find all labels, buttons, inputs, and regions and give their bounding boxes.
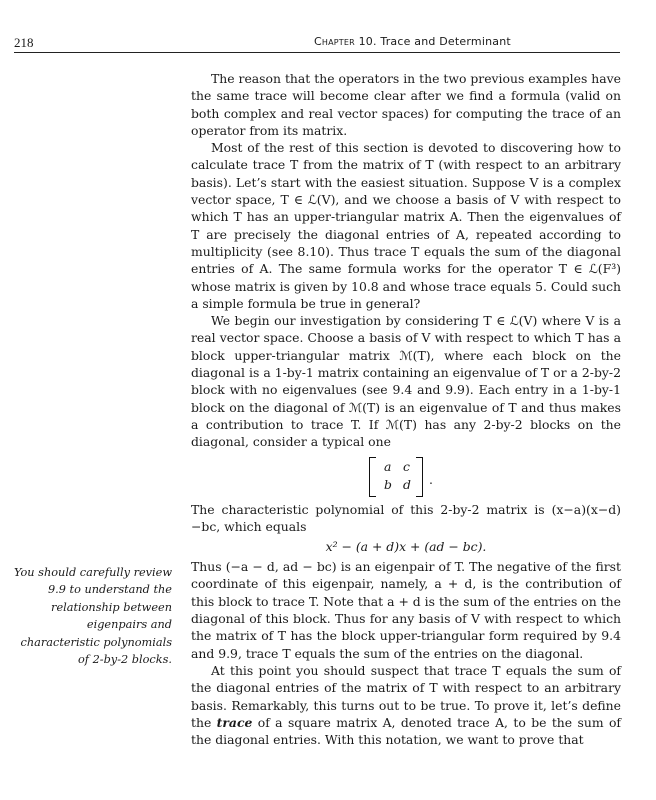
right-bracket	[416, 457, 423, 497]
matrix-entry-a: a	[384, 458, 392, 474]
running-head	[314, 35, 511, 48]
chapter-label: Chapter	[314, 35, 355, 48]
two-by-two-matrix	[369, 457, 423, 495]
defined-term-trace: trace	[216, 714, 253, 730]
matrix-period: .	[429, 471, 433, 487]
chapter-title: 10. Trace and Determinant	[354, 35, 511, 48]
characteristic-polynomial-equation: x² − (a + d)x + (ad − bc).	[325, 539, 487, 555]
paragraph-4: The characteristic polynomial of this 2-by-2 matrix is (x−a)(x−d)−bc, which equals	[191, 501, 621, 534]
matrix-display	[191, 453, 621, 501]
matrix-entry-d: d	[403, 476, 411, 492]
paragraph-3: We begin our investigation by considering T ∈ ℒ(V) where V is a real vector space. Choose a basis of V with respect to which T has a block upper-triangular matrix ℳ(T), where each block on the diagonal is a 1-by-1 matrix containing an eigenvalue of T or a 2-by-2 block with no eigenvalues (see 9.4 and 9.9). Each entry in a 1-by-1 block on the diagonal of ℳ(T) is an eigenvalue of T and thus makes a contribution to trace T. If ℳ(T) has any 2-by-2 blocks on the diagonal, consider a typical one	[191, 313, 621, 450]
paragraph-6-end: of a square matrix A, denoted trace A, to be the sum of the diagonal entries. With this notation, we want to prove that	[191, 714, 621, 748]
paragraph-1: The reason that the operators in the two previous examples have the same trace will become clear after we find a formula (valid on both complex and real vector spaces) for computing the trace of an operator from its matrix.	[191, 71, 621, 138]
margin-note: You should carefully review 9.9 to understand the relationship between eigenpairs and characteristic polynomials of 2-by-2 blocks.	[14, 566, 172, 667]
left-bracket	[369, 457, 376, 497]
matrix-entry-c: c	[403, 458, 410, 474]
paragraph-6-start: At this point you should suspect that trace T equals the sum of the diagonal entries of the matrix of T with respect to an arbitrary basis. Remarkably, this turns out to be true. To prove it, let’s define the	[191, 662, 621, 730]
paragraph-6	[191, 662, 621, 748]
main-text	[191, 70, 621, 748]
matrix-entry-b: b	[384, 476, 392, 492]
paragraph-2: Most of the rest of this section is devoted to discovering how to calculate trace T from the matrix of T (with respect to an arbitrary basis). Let’s start with the easiest situation. Suppose V is a complex vector space, T ∈ ℒ(V), and we choose a basis of V with respect to which T has an upper-triangular matrix A. Then the eigenvalues of T are precisely the diagonal entries of A, repeated according to multiplicity (see 8.10). Thus trace T equals the sum of the diagonal entries of A. The same formula works for the operator T ∈ ℒ(F³) whose matrix is given by 10.8 and whose trace equals 5. Could such a simple formula be true in general?	[191, 140, 621, 311]
page-header	[14, 32, 620, 53]
paragraph-5: Thus (−a − d, ad − bc) is an eigenpair of T. The negative of the first coordinate of this eigenpair, namely, a + d, is the contribution of this block to trace T. Note that a + d is the sum of the entries on the diagonal of this block. Thus for any basis of V with respect to which the matrix of T has the block upper-triangular form required by 9.4 and 9.9, trace T equals the sum of the entries on the diagonal.	[191, 559, 621, 661]
page-number: 218	[14, 35, 34, 50]
